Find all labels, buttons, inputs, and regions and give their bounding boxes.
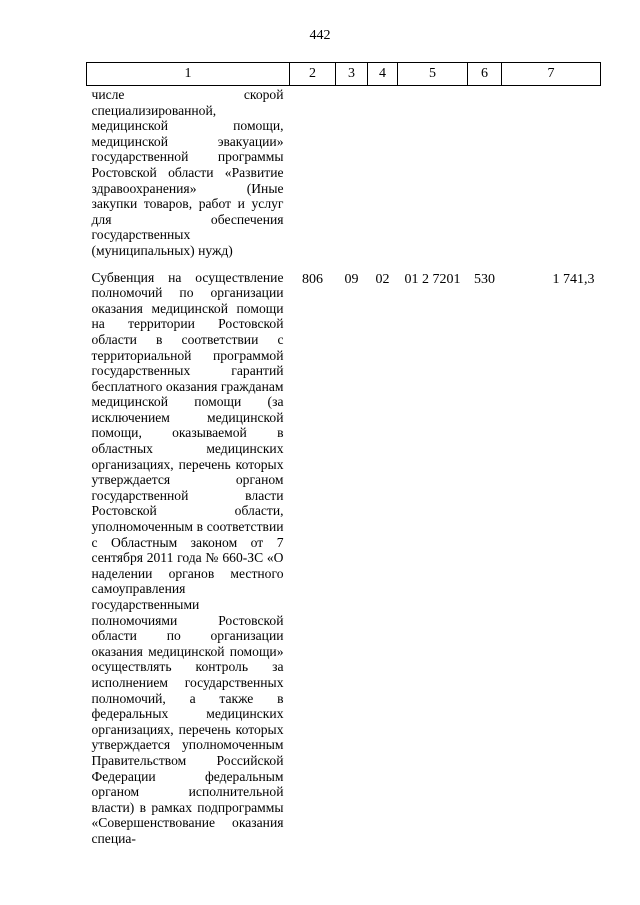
page-number: 442 xyxy=(309,28,331,43)
header-col-6: 6 xyxy=(468,63,502,86)
header-col-7: 7 xyxy=(502,63,601,86)
row-col-3: 09 xyxy=(344,271,359,287)
header-row xyxy=(87,63,601,86)
header-col-1: 1 xyxy=(87,63,290,86)
row-col-6: 530 xyxy=(474,271,495,287)
row-col-4 xyxy=(368,86,398,259)
table-header xyxy=(87,63,601,86)
budget-table xyxy=(86,62,601,847)
header-col-5: 5 xyxy=(398,63,468,86)
table-row xyxy=(87,86,601,259)
row-col-2: 806 xyxy=(302,271,323,287)
row-col-3 xyxy=(336,86,368,259)
row-description: числе скорой специализированной, медицинской помощи, медицинской эвакуации» государственной программы Ростовской области «Развитие здравоохранения» (Иные закупки товаров, работ и услуг для обеспечения государственных (муниципальных) нужд) xyxy=(91,87,284,258)
row-col-4: 02 xyxy=(375,271,390,287)
table-row xyxy=(87,269,601,847)
header-col-3: 3 xyxy=(336,63,368,86)
row-description: Субвенция на осуществление полномочий по организации оказания медицинской помощи на территории Ростовской области в соответствии с территориальной программой государственных гарантий бесплатного оказания гражданам медицинской помощи (за исключением медицинской помощи, оказываемой в областных медицинских организациях, перечень которых утверждается органом государственной власти Ростовской области, уполномоченным в соответствии с Областным законом от 7 сентября 2011 года № 660-ЗС «О наделении органов местного самоуправления государственными полномочиями Ростовской области по организации оказания медицинской помощи» осуществлять контроль за исполнением государственных полномочий, а также в федеральных медицинских организациях, перечень которых утверждается уполномоченным Правительством Российской Федерации федеральным органом исполнительной власти) в рамках подпрограммы «Совершенствование оказания специа- xyxy=(91,269,284,846)
table-body xyxy=(87,86,601,847)
row-col-5 xyxy=(398,86,468,259)
header-col-4: 4 xyxy=(368,63,398,86)
row-col-2 xyxy=(290,86,336,259)
header-col-2: 2 xyxy=(290,63,336,86)
row-spacer xyxy=(87,259,601,269)
row-col-6 xyxy=(468,86,502,259)
row-col-5: 01 2 7201 xyxy=(404,271,461,287)
row-col-7: 1 741,3 xyxy=(552,271,595,287)
row-col-7 xyxy=(502,86,601,259)
